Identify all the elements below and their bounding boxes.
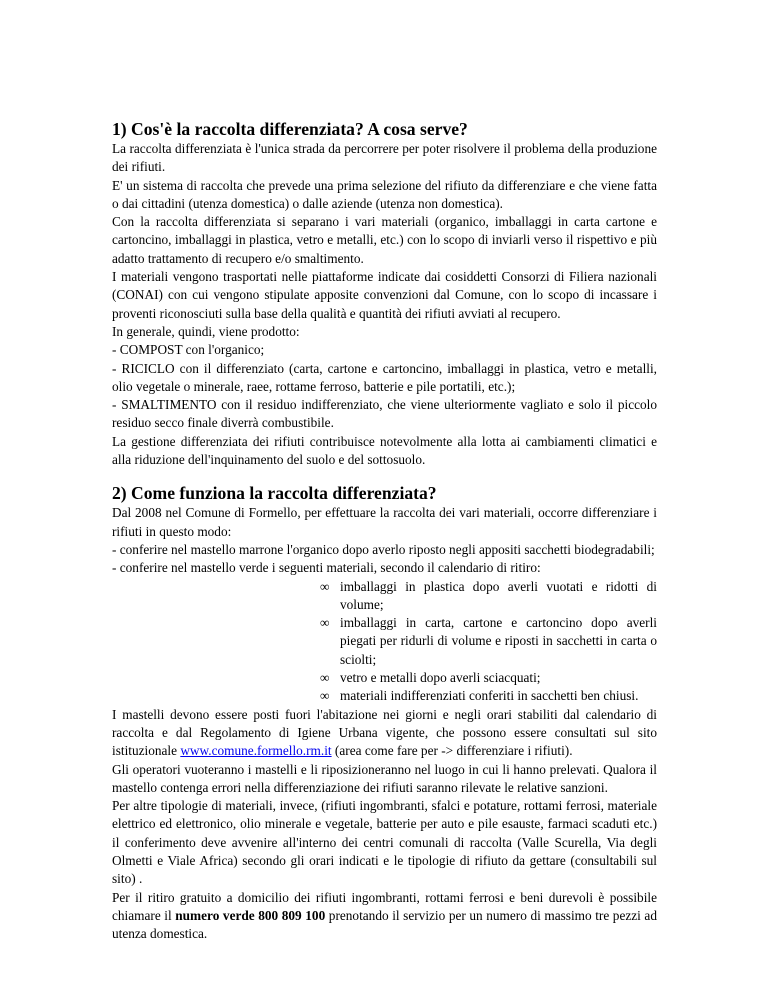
website-link[interactable]: www.comune.formello.rm.it: [180, 743, 332, 759]
section-2-heading: 2) Come funziona la raccolta differenziata?: [112, 483, 437, 504]
bullet-list: [112, 578, 657, 706]
text-run: (area come fare per -> differenziare i rifiuti).: [331, 743, 573, 759]
paragraph: Per altre tipologie di materiali, invece, (rifiuti ingombranti, sfalci e potature, rottami ferrosi, materiale elettrico ed elettronico, olio minerale e vegetale, batterie per auto e pile esauste, farmaci scaduti etc.) il conferimento deve avvenire all'interno dei centri comunali di raccolta (Valle Scurella, Via degli Olmetti e Viale Africa) secondo gli orari indicati e le tipologie di rifiuto da gettare (consultabili sul sito) .: [112, 798, 657, 887]
paragraph: In generale, quindi, viene prodotto:: [112, 323, 300, 339]
list-item: - SMALTIMENTO con il residuo indifferenziato, che viene ulteriormente vagliato e solo il piccolo residuo secco finale diverrà combustibile.: [112, 397, 657, 431]
section-1: [112, 118, 657, 469]
paragraph-mastelli: [112, 706, 657, 761]
infinity-bullet-icon: ∞: [320, 688, 330, 704]
bullet-text: materiali indifferenziati conferiti in sacchetti ben chiusi.: [340, 688, 639, 704]
paragraph: La gestione differenziata dei rifiuti contribuisce notevolmente alla lotta ai cambiamenti climatici e alla riduzione dell'inquinamento del suolo e del sottosuolo.: [112, 433, 657, 468]
paragraph-ritiro: [112, 889, 657, 944]
paragraph: E' un sistema di raccolta che prevede una prima selezione del rifiuto da differenziare e che viene fatta o dai cittadini (utenza domestica) o dalle aziende (utenza non domestica).: [112, 177, 657, 211]
paragraph: Con la raccolta differenziata si separano i vari materiali (organico, imballaggi in carta cartone e cartoncino, imballaggi in plastica, vetro e metalli, etc.) con lo scopo di inviarli verso il rispettivo e più adatto trattamento di recupero e/o smaltimento.: [112, 214, 657, 266]
list-item: - conferire nel mastello verde i seguenti materiali, secondo il calendario di ritiro:: [112, 560, 541, 576]
infinity-bullet-icon: ∞: [320, 578, 330, 594]
bullet-text: imballaggi in carta, cartone e cartoncino dopo averli piegati per ridurli di volume e riposti in sacchetti in carta o sciolti;: [340, 615, 657, 667]
toll-free-number: numero verde 800 809 100: [175, 907, 326, 923]
list-item: - COMPOST con l'organico;: [112, 342, 265, 358]
paragraph: I materiali vengono trasportati nelle piattaforme indicate dai cosiddetti Consorzi di Filiera nazionali (CONAI) con cui vengono stipulate apposite convenzioni dal Comune, con lo scopo di incassare i proventi riconosciuti sulla base della qualità e quantità dei rifiuti avviati al recupero.: [112, 269, 657, 321]
text-run: I mastelli devono essere posti fuori l'abitazione nei giorni e negli orari stabiliti dal calendario di raccolta e dal Regolamento di Igiene Urbana vigente, che possono essere consultati sul sito istituzionale: [112, 706, 657, 759]
bullet-item: [320, 578, 657, 615]
list-item: - RICICLO con il differenziato (carta, cartone e cartoncino, imballaggi in plastica, vetro e metalli, olio vegetale o minerale, raee, rottame ferroso, batterie e pile portatili, etc.);: [112, 360, 657, 394]
bullet-item: [320, 614, 657, 669]
section-1-heading: 1) Cos'è la raccolta differenziata? A cosa serve?: [112, 119, 468, 139]
infinity-bullet-icon: ∞: [320, 670, 330, 686]
text-run: prenotando il servizio per un numero di massimo tre pezzi ad utenza domestica.: [112, 907, 657, 942]
bullet-text: vetro e metalli dopo averli sciacquati;: [340, 670, 541, 686]
bullet-text: imballaggi in plastica dopo averli vuotati e ridotti di volume;: [340, 578, 657, 612]
bullet-item: [320, 669, 657, 687]
paragraph: La raccolta differenziata è l'unica strada da percorrere per poter risolvere il problema della produzione dei rifiuti.: [112, 141, 657, 175]
bullet-item: [320, 687, 657, 705]
infinity-bullet-icon: ∞: [320, 615, 330, 631]
list-item: - conferire nel mastello marrone l'organico dopo averlo riposto negli appositi sacchetti biodegradabili;: [112, 541, 655, 557]
section-2: [112, 482, 657, 943]
paragraph: Gli operatori vuoteranno i mastelli e li riposizioneranno nel luogo in cui li hanno prelevati. Qualora il mastello contenga errori nella differenziazione dei rifiuti saranno rilevate le relative sanzioni.: [112, 761, 657, 795]
document-page: [112, 118, 657, 943]
text-run: Per il ritiro gratuito a domicilio dei rifiuti ingombranti, rottami ferrosi e beni durevoli è possibile chiamare il: [112, 889, 657, 923]
paragraph: Dal 2008 nel Comune di Formello, per effettuare la raccolta dei vari materiali, occorre differenziare i rifiuti in questo modo:: [112, 505, 657, 539]
